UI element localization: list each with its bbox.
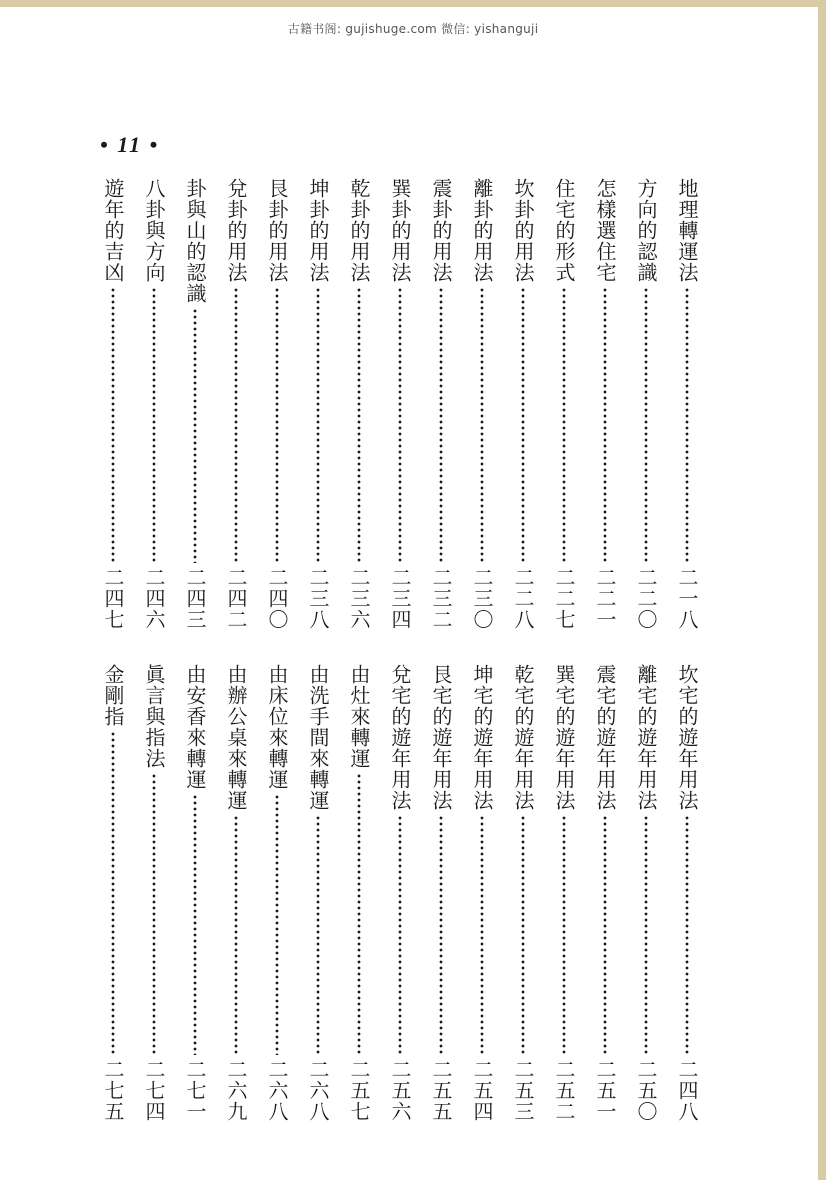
toc-entry-title: 兌宅的遊年用法 xyxy=(388,664,412,811)
toc-entry[interactable] xyxy=(551,178,577,630)
toc-entry-page: 二六九 xyxy=(224,1059,248,1122)
toc-entry-page: 二五四 xyxy=(470,1059,494,1122)
toc-upper-block xyxy=(100,178,700,630)
toc-entry-title: 坤卦的用法 xyxy=(306,178,330,283)
toc-entry[interactable] xyxy=(551,664,577,1122)
toc-entry-page: 二二八 xyxy=(511,567,535,630)
dot-leader xyxy=(644,815,648,1055)
toc-entry[interactable] xyxy=(182,664,208,1122)
toc-entry-title: 離卦的用法 xyxy=(470,178,494,283)
toc-entry-title: 乾宅的遊年用法 xyxy=(511,664,535,811)
dot-leader xyxy=(603,287,607,563)
toc-entry-page: 二三二 xyxy=(429,567,453,630)
toc-entry-title: 地理轉運法 xyxy=(675,178,699,283)
toc-entry-title: 坎宅的遊年用法 xyxy=(675,664,699,811)
toc-entry[interactable] xyxy=(510,664,536,1122)
toc-entry-title: 巽宅的遊年用法 xyxy=(552,664,576,811)
toc-entry[interactable] xyxy=(592,178,618,630)
toc-entry[interactable] xyxy=(346,178,372,630)
toc-entry[interactable] xyxy=(428,178,454,630)
toc-entry-page: 二五七 xyxy=(347,1059,371,1122)
toc-entry-page: 二一八 xyxy=(675,567,699,630)
dot-leader xyxy=(234,287,238,563)
dot-leader xyxy=(398,287,402,563)
dot-leader xyxy=(521,815,525,1055)
toc-entry-page: 二二一 xyxy=(593,567,617,630)
toc-entry-title: 艮宅的遊年用法 xyxy=(429,664,453,811)
toc-entry[interactable] xyxy=(141,664,167,1122)
toc-entry-title: 坤宅的遊年用法 xyxy=(470,664,494,811)
toc-entry-page: 二五一 xyxy=(593,1059,617,1122)
dot-leader xyxy=(685,815,689,1055)
toc-entry-page: 二三八 xyxy=(306,567,330,630)
toc-entry-page: 二七一 xyxy=(183,1059,207,1122)
right-border xyxy=(818,0,826,1180)
toc-entry-title: 艮卦的用法 xyxy=(265,178,289,283)
toc-entry-page: 二四八 xyxy=(675,1059,699,1122)
dot-leader xyxy=(644,287,648,563)
dot-leader xyxy=(316,287,320,563)
toc-entry[interactable] xyxy=(633,178,659,630)
dot-leader xyxy=(275,287,279,563)
toc-entry-title: 乾卦的用法 xyxy=(347,178,371,283)
toc-entry-page: 二四〇 xyxy=(265,567,289,630)
toc-entry[interactable] xyxy=(387,664,413,1122)
toc-entry-page: 二五三 xyxy=(511,1059,535,1122)
toc-entry[interactable] xyxy=(674,664,700,1122)
toc-entry[interactable] xyxy=(633,664,659,1122)
dot-leader xyxy=(603,815,607,1055)
toc-entry-page: 二三〇 xyxy=(470,567,494,630)
toc-entry[interactable] xyxy=(469,178,495,630)
dot-leader xyxy=(521,287,525,563)
toc-lower-block xyxy=(100,664,700,1122)
dot-leader xyxy=(193,794,197,1055)
watermark: 古籍书阁: gujishuge.com 微信: yishanguji xyxy=(287,22,539,36)
toc-entry-page: 二四三 xyxy=(183,567,207,630)
toc-entry[interactable] xyxy=(674,178,700,630)
dot-leader xyxy=(685,287,689,563)
toc-entry-page: 二五六 xyxy=(388,1059,412,1122)
toc-entry-page: 二五五 xyxy=(429,1059,453,1122)
toc-entry[interactable] xyxy=(469,664,495,1122)
dot-leader xyxy=(562,287,566,563)
dot-leader xyxy=(316,815,320,1055)
toc-entry-page: 二七四 xyxy=(142,1059,166,1122)
toc-entry-title: 金剛指 xyxy=(101,664,125,727)
page-number: • 11 • xyxy=(100,132,160,157)
toc-entry-title: 眞言與指法 xyxy=(142,664,166,769)
toc-entry-title: 震宅的遊年用法 xyxy=(593,664,617,811)
toc-entry-page: 二六八 xyxy=(265,1059,289,1122)
dot-leader xyxy=(234,815,238,1055)
toc-entry-title: 離宅的遊年用法 xyxy=(634,664,658,811)
toc-entry-title: 由安香來轉運 xyxy=(183,664,207,790)
dot-leader xyxy=(439,815,443,1055)
toc-entry-page: 二二七 xyxy=(552,567,576,630)
dot-leader xyxy=(439,287,443,563)
toc-entry[interactable] xyxy=(223,178,249,630)
toc-entry-page: 二五二 xyxy=(552,1059,576,1122)
toc-entry-page: 二三六 xyxy=(347,567,371,630)
dot-leader xyxy=(480,287,484,563)
toc-entry[interactable] xyxy=(510,178,536,630)
toc-entry[interactable] xyxy=(305,178,331,630)
toc-entry-title: 怎樣選住宅 xyxy=(593,178,617,283)
dot-leader xyxy=(193,308,197,563)
toc-entry-title: 住宅的形式 xyxy=(552,178,576,283)
toc-entry-title: 八卦與方向 xyxy=(142,178,166,283)
toc-entry-title: 卦與山的認識 xyxy=(183,178,207,304)
toc-entry-title: 巽卦的用法 xyxy=(388,178,412,283)
toc-entry-title: 方向的認識 xyxy=(634,178,658,283)
toc-entry-title: 兌卦的用法 xyxy=(224,178,248,283)
toc-entry[interactable] xyxy=(182,178,208,630)
dot-leader xyxy=(111,731,115,1055)
toc-entry[interactable] xyxy=(346,664,372,1122)
toc-entry[interactable] xyxy=(223,664,249,1122)
toc-entry[interactable] xyxy=(100,178,126,630)
dot-leader xyxy=(480,815,484,1055)
toc-entry[interactable] xyxy=(141,178,167,630)
toc-entry-page: 二六八 xyxy=(306,1059,330,1122)
toc-entry-title: 震卦的用法 xyxy=(429,178,453,283)
toc-entry-title: 由洗手間來轉運 xyxy=(306,664,330,811)
toc-entry[interactable] xyxy=(264,178,290,630)
toc-entry[interactable] xyxy=(592,664,618,1122)
dot-leader xyxy=(152,287,156,563)
toc-entry-page: 二三四 xyxy=(388,567,412,630)
dot-leader xyxy=(562,815,566,1055)
dot-leader xyxy=(357,287,361,563)
toc-entry-page: 二四七 xyxy=(101,567,125,630)
dot-leader xyxy=(111,287,115,563)
toc-entry-page: 二五〇 xyxy=(634,1059,658,1122)
toc-entry-page: 二二〇 xyxy=(634,567,658,630)
toc-entry[interactable] xyxy=(264,664,290,1122)
toc-entry[interactable] xyxy=(100,664,126,1122)
top-border xyxy=(0,0,826,7)
toc-entry-title: 由床位來轉運 xyxy=(265,664,289,790)
toc-entry-title: 由灶來轉運 xyxy=(347,664,371,769)
toc-entry[interactable] xyxy=(305,664,331,1122)
toc-entry-page: 二七五 xyxy=(101,1059,125,1122)
toc-entry[interactable] xyxy=(387,178,413,630)
dot-leader xyxy=(398,815,402,1055)
dot-leader xyxy=(275,794,279,1055)
toc-entry-title: 坎卦的用法 xyxy=(511,178,535,283)
toc-entry-title: 由辦公桌來轉運 xyxy=(224,664,248,811)
dot-leader xyxy=(357,773,361,1055)
toc-entry[interactable] xyxy=(428,664,454,1122)
toc-entry-page: 二四二 xyxy=(224,567,248,630)
toc-entry-page: 二四六 xyxy=(142,567,166,630)
dot-leader xyxy=(152,773,156,1055)
toc-entry-title: 遊年的吉凶 xyxy=(101,178,125,283)
